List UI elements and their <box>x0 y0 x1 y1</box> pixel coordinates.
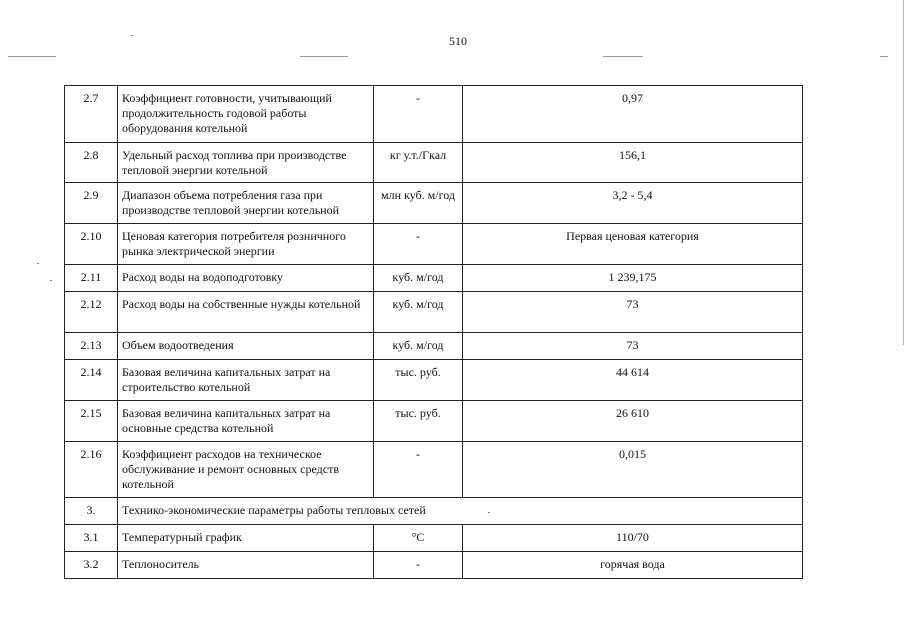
row-number: 2.13 <box>65 333 118 360</box>
scan-artifact-dot <box>131 35 133 36</box>
row-number: 3.2 <box>65 552 118 579</box>
table-row <box>65 292 803 333</box>
row-value: 26 610 <box>463 401 803 442</box>
row-number: 2.9 <box>65 183 118 224</box>
section-row <box>65 498 803 525</box>
row-unit: - <box>374 224 463 265</box>
row-parameter: Базовая величина капитальных затрат на строительство котельной <box>118 360 374 401</box>
row-value: 73 <box>463 333 803 360</box>
row-unit: - <box>374 442 463 498</box>
row-number: 2.16 <box>65 442 118 498</box>
row-unit: - <box>374 86 463 143</box>
row-number: 2.11 <box>65 265 118 292</box>
row-unit: тыс. руб. <box>374 401 463 442</box>
row-parameter: Коэффициент расходов на техническое обслуживание и ремонт основных средств котельной <box>118 442 374 498</box>
row-value: 156,1 <box>463 143 803 183</box>
row-parameter: Базовая величина капитальных затрат на основные средства котельной <box>118 401 374 442</box>
row-value: 73 <box>463 292 803 333</box>
row-number: 2.14 <box>65 360 118 401</box>
row-parameter: Расход воды на водоподготовку <box>118 265 374 292</box>
table-row <box>65 183 803 224</box>
parameters-table <box>64 85 803 579</box>
row-value: Первая ценовая категория <box>463 224 803 265</box>
row-value: 3,2 - 5,4 <box>463 183 803 224</box>
table-row <box>65 333 803 360</box>
scan-artifact-line <box>300 56 348 57</box>
table-row <box>65 401 803 442</box>
page-number: 510 <box>449 34 467 48</box>
row-unit: °С <box>374 525 463 552</box>
row-value: 1 239,175 <box>463 265 803 292</box>
row-number: 2.15 <box>65 401 118 442</box>
row-value: горячая вода <box>463 552 803 579</box>
scan-edge-line <box>903 0 904 345</box>
scan-artifact-line <box>8 56 56 57</box>
row-value: 0,015 <box>463 442 803 498</box>
row-value: 44 614 <box>463 360 803 401</box>
row-unit: кг у.т./Гкал <box>374 143 463 183</box>
scan-artifact-line <box>880 56 888 57</box>
row-parameter: Объем водоотведения <box>118 333 374 360</box>
row-parameter: Диапазон объема потребления газа при производстве тепловой энергии котельной <box>118 183 374 224</box>
row-unit: - <box>374 552 463 579</box>
row-value: 110/70 <box>463 525 803 552</box>
row-number: 2.7 <box>65 86 118 143</box>
row-number: 2.12 <box>65 292 118 333</box>
row-unit: куб. м/год <box>374 265 463 292</box>
row-unit: куб. м/год <box>374 333 463 360</box>
row-number: 2.10 <box>65 224 118 265</box>
row-parameter: Теплоноситель <box>118 552 374 579</box>
table-row <box>65 442 803 498</box>
row-unit: тыс. руб. <box>374 360 463 401</box>
section-number: 3. <box>65 498 118 525</box>
row-number: 3.1 <box>65 525 118 552</box>
table-row <box>65 224 803 265</box>
row-unit: млн куб. м/год <box>374 183 463 224</box>
section-title: Технико-экономические параметры работы тепловых сетей <box>118 498 803 525</box>
table-row <box>65 143 803 183</box>
table-row <box>65 360 803 401</box>
row-value: 0,97 <box>463 86 803 143</box>
table-row <box>65 525 803 552</box>
row-parameter: Температурный график <box>118 525 374 552</box>
scan-artifact-line <box>603 56 643 57</box>
row-parameter: Удельный расход топлива при производстве тепловой энергии котельной <box>118 143 374 183</box>
scan-artifact-dot <box>37 263 39 264</box>
row-parameter: Расход воды на собственные нужды котельной <box>118 292 374 333</box>
row-parameter: Коэффициент готовности, учитывающий продолжительность годовой работы оборудования котельной <box>118 86 374 143</box>
table-row <box>65 265 803 292</box>
table-row <box>65 86 803 143</box>
row-unit: куб. м/год <box>374 292 463 333</box>
row-parameter: Ценовая категория потребителя розничного рынка электрической энергии <box>118 224 374 265</box>
table-row <box>65 552 803 579</box>
scan-artifact-dot <box>50 280 52 281</box>
row-number: 2.8 <box>65 143 118 183</box>
